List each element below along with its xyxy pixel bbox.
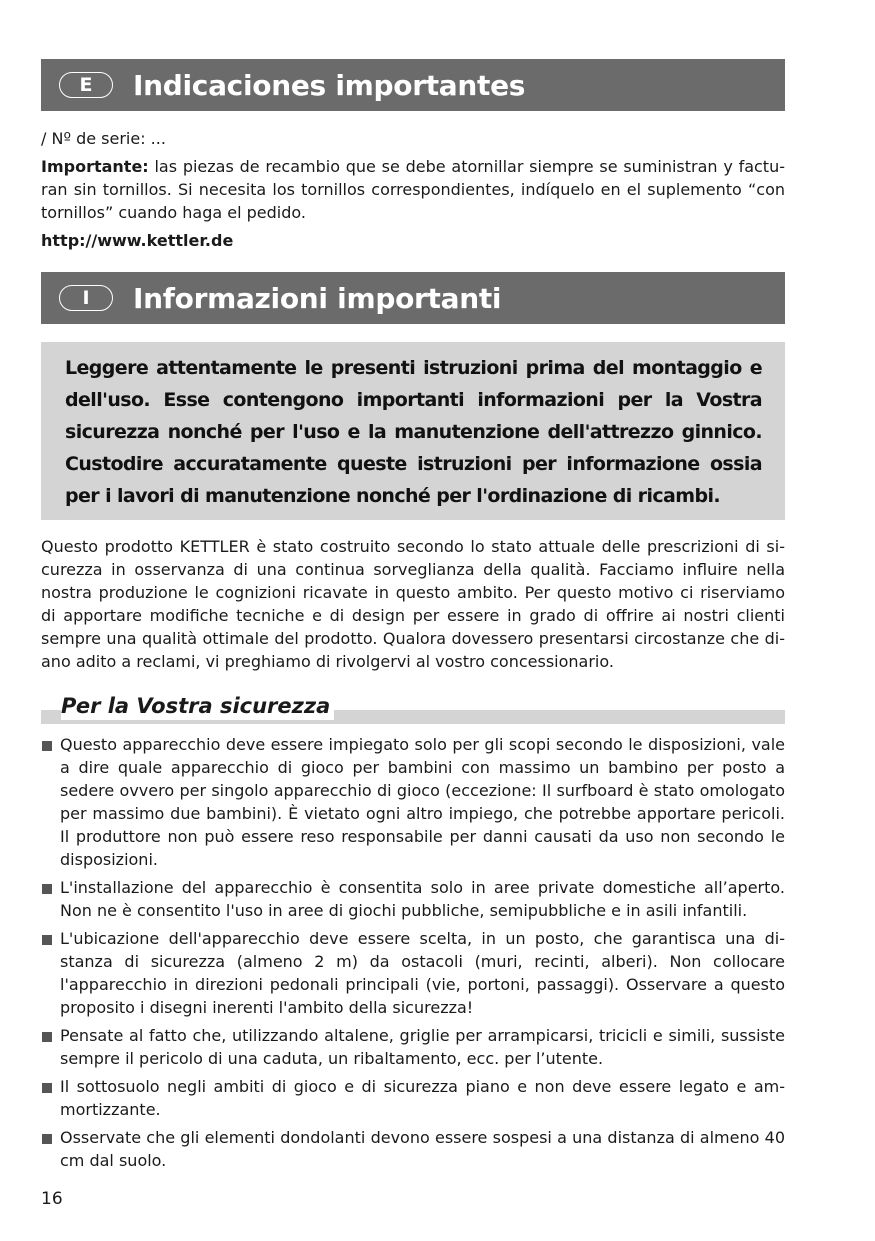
important-label: Importante: xyxy=(41,157,149,176)
important-notice-box xyxy=(41,342,785,520)
serial-number-line: / Nº de serie: ... xyxy=(41,129,166,148)
list-item xyxy=(41,876,785,922)
list-item xyxy=(41,1075,785,1121)
important-note-es xyxy=(41,155,785,224)
safety-heading: Per la Vostra sicurezza xyxy=(61,692,334,720)
list-item-text: Pensate al fatto che, utilizzando altalene, griglie per arrampicarsi, tricicli e simili, sussiste sempre il pericolo di una caduta, un ribaltamento, ecc. per l’utente. xyxy=(60,1026,785,1068)
notice-text: Leggere attentamente le presenti istruzioni prima del montaggio e dell'uso. Esse contengono importanti informazioni per la Vostra sicurezza nonché per l'uso e la manutenzione dell'attrezzo ginnico. Custodire accuratamente queste istruzioni per informazione ossia per i lavori di manutenzione nonché per l'ordinazione di ricambi. xyxy=(65,357,762,507)
square-bullet-icon xyxy=(42,1083,52,1093)
square-bullet-icon xyxy=(42,1134,52,1144)
list-item-text: L'installazione del apparecchio è consentita solo in aree private domestiche all’aperto. Non ne è consentito l'uso in aree di giochi pubbliche, semipubbliche e in asili infantili. xyxy=(60,878,785,920)
language-badge-it: I xyxy=(59,285,113,311)
list-item-text: Osservate che gli elementi dondolanti devono essere sospesi a una distanza di almeno 40 cm dal suolo. xyxy=(60,1128,785,1170)
website-link[interactable]: http://www.kettler.de xyxy=(41,231,234,250)
safety-heading-block xyxy=(41,692,785,724)
list-item-text: Questo apparecchio deve essere impiegato solo per gli scopi secondo le disposizioni, vale a dire quale apparecchio di gioco per bambini con massimo un bambino per posto a sedere ovvero per singolo apparecchio di gioco (eccezione: Il surfboard è stato omologato per massimo due bambini). È vietato ogni altro impiego, che potrebbe apportare pericoli. Il produttore non può essere reso responsabile per danni causati da uso non secondo le disposizioni. xyxy=(60,735,785,869)
list-item-text: L'ubicazione dell'apparecchio deve essere scelta, in un posto, che garantisca una distanza di sicurezza (almeno 2 m) da ostacoli (muri, recinti, alberi). Non collocare l'apparecchio in direzioni pedonali principali (vie, portoni, passaggi). Osservare a questo proposito i disegni inerenti l'ambito della sicurezza! xyxy=(60,929,785,1017)
page-number: 16 xyxy=(41,1189,63,1209)
list-item xyxy=(41,733,785,871)
list-item xyxy=(41,927,785,1019)
language-badge-es: E xyxy=(59,72,113,98)
section-header-es xyxy=(41,59,785,111)
list-item xyxy=(41,1024,785,1070)
section-header-it xyxy=(41,272,785,324)
section-title-it: Informazioni importanti xyxy=(133,281,502,315)
intro-paragraph: Questo prodotto KETTLER è stato costruito secondo lo stato attuale delle prescrizioni di sicurezza in osservanza di una continua sorveglianza della qualità. Facciamo influire nella nostra produzione le cognizioni ricavate in questo ambito. Per questo motivo ci riserviamo di apportare modifiche tecniche e di design per essere in grado di offrire ai nostri clienti sempre una qualità ottimale del prodotto. Qualora dovessero presentarsi circostanze che diano adito a reclami, vi preghiamo di rivolgervi al vostro concessionario. xyxy=(41,537,785,671)
square-bullet-icon xyxy=(42,884,52,894)
list-item-text: Il sottosuolo negli ambiti di gioco e di sicurezza piano e non deve essere legato e ammortizzante. xyxy=(60,1077,785,1119)
square-bullet-icon xyxy=(42,741,52,751)
safety-list xyxy=(41,733,785,1177)
square-bullet-icon xyxy=(42,935,52,945)
list-item xyxy=(41,1126,785,1172)
important-text: las piezas de recambio que se debe atornillar siempre se suministran y facturan sin tornillos. Si necesita los tornillos correspondientes, indíquelo en el suplemento “con tornillos” cuando haga el pedido. xyxy=(41,157,785,222)
section-title-es: Indicaciones importantes xyxy=(133,68,526,102)
square-bullet-icon xyxy=(42,1032,52,1042)
